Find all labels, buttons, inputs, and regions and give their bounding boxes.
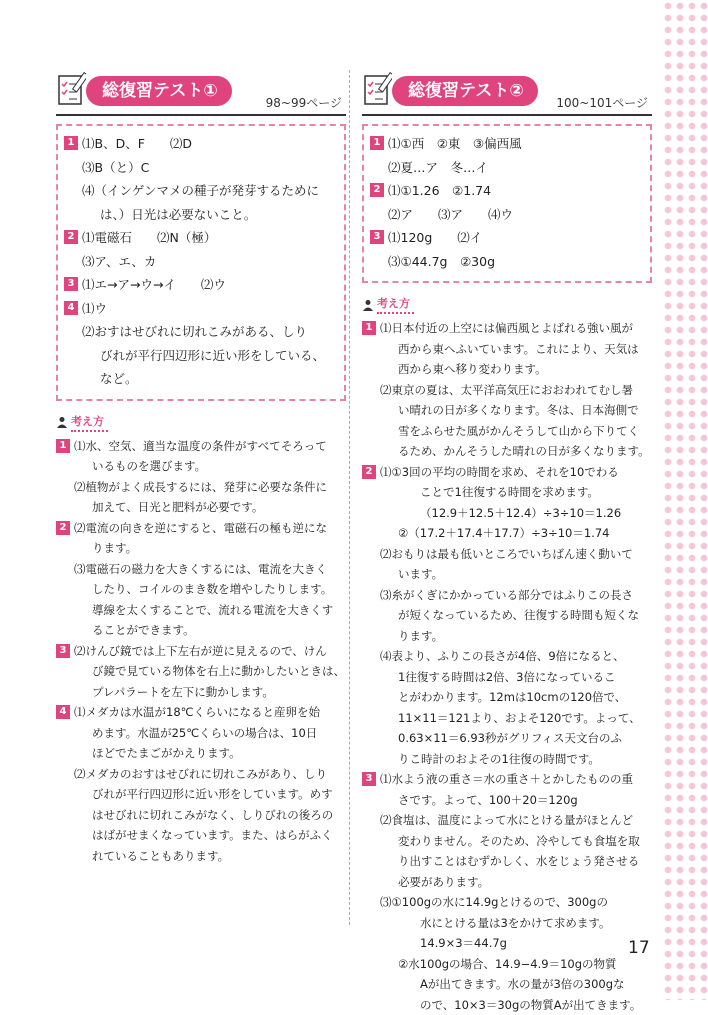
explanation-line: （12.9＋12.5＋12.4）÷3÷10＝1.26 bbox=[380, 503, 641, 524]
explanation-line: ります。 bbox=[380, 626, 641, 647]
explanation-line: ることができます。 bbox=[74, 620, 333, 641]
answer-line: ⑵ア ⑶ア ⑷ウ bbox=[388, 203, 513, 227]
checklist-pencil-icon bbox=[364, 72, 392, 106]
answer-item bbox=[370, 179, 642, 226]
explanation-line: プレパラートを左下に動かします。 bbox=[74, 682, 345, 703]
explanation-line: ⑷表より、ふりこの長さが4倍、9倍になると、 bbox=[380, 646, 641, 667]
explanation-line: ⑵電流の向きを逆にすると、電磁石の極も逆にな bbox=[74, 518, 333, 539]
question-number: 4 bbox=[64, 301, 78, 315]
explanation-line: ⑵メダカのおすはせびれに切れこみがあり、しり bbox=[74, 764, 333, 785]
explanation-line: 西から東へふいています。これにより、天気は bbox=[380, 339, 650, 360]
left-column bbox=[56, 70, 346, 866]
explanation-line: ⑵植物がよく成長するには、発芽に必要な条件に bbox=[74, 477, 327, 498]
explanation-item bbox=[56, 518, 346, 641]
explanations-right bbox=[362, 318, 652, 1015]
explanation-item bbox=[56, 641, 346, 703]
explanation-line: 必要があります。 bbox=[380, 872, 641, 893]
person-icon bbox=[362, 299, 374, 311]
page-number: 17 bbox=[628, 938, 650, 958]
explanation-line: はせびれに切れこみがなく、しりびれの後ろの bbox=[74, 805, 333, 826]
question-number: 4 bbox=[56, 705, 70, 719]
polka-dot-border bbox=[662, 0, 708, 1000]
question-number: 2 bbox=[56, 521, 70, 535]
explanation-line: ⑵食塩は、温度によって水にとける量がほとんど bbox=[380, 810, 641, 831]
answer-line: ⑴①1.26 ②1.74 bbox=[388, 179, 513, 203]
answer-line: ⑶①44.7g ②30g bbox=[388, 250, 495, 274]
section-title: 総復習テスト② bbox=[392, 76, 538, 106]
explanation-item bbox=[362, 462, 652, 770]
explanation-line: るため、かんそうした晴れの日が多くなります。 bbox=[380, 441, 650, 462]
explanation-line: ほどでたまごがかえります。 bbox=[74, 743, 333, 764]
checklist-pencil-icon bbox=[58, 72, 86, 106]
answer-item bbox=[64, 297, 336, 391]
answer-item bbox=[64, 132, 336, 226]
explanation-line: びれが平行四辺形に近い形をしています。めす bbox=[74, 784, 333, 805]
explanation-line: れていることもあります。 bbox=[74, 846, 333, 867]
question-number: 3 bbox=[362, 772, 376, 786]
explanation-line: ⑴メダカは水温が18℃くらいになると産卵を始 bbox=[74, 702, 333, 723]
explanation-line: 11×11＝121より、およそ120です。よって、 bbox=[380, 708, 641, 729]
explanation-line: いるものを選びます。 bbox=[74, 456, 327, 477]
question-number: 1 bbox=[362, 321, 376, 335]
kangaekata-heading bbox=[56, 413, 346, 432]
explanation-line: 変わりません。そのため、冷やしても食塩を取 bbox=[380, 831, 641, 852]
answer-line: びれが平行四辺形に近い形をしている、 bbox=[82, 344, 325, 368]
explanation-line: 導線を太くすることで、流れる電流を大きくす bbox=[74, 600, 333, 621]
explanation-line: とがわかります。12mは10cmの120倍で、 bbox=[380, 687, 641, 708]
answer-item bbox=[370, 226, 642, 273]
answer-line: ⑴①西 ②東 ③偏西風 bbox=[388, 132, 522, 156]
answer-line: は、）日光は必要ないこと。 bbox=[82, 203, 319, 227]
explanation-line: ります。 bbox=[74, 538, 333, 559]
section-header-right bbox=[362, 70, 652, 116]
answer-line: など。 bbox=[82, 367, 325, 391]
answer-line: ⑵夏…ア 冬…イ bbox=[388, 156, 522, 180]
explanation-line: 水にとける量は3をかけて求めます。 bbox=[380, 913, 641, 934]
explanation-line: ⑶電磁石の磁力を大きくするには、電流を大きく bbox=[74, 559, 333, 580]
person-icon bbox=[56, 416, 68, 428]
explanation-line: ⑵おもりは最も低いところでいちばん速く動いて bbox=[380, 544, 641, 565]
explanation-line: が短くなっているため、往復する時間も短くな bbox=[380, 605, 641, 626]
explanation-item bbox=[362, 769, 652, 1015]
question-number: 1 bbox=[56, 439, 70, 453]
answer-line: ⑴B、D、F ⑵D bbox=[82, 132, 319, 156]
explanation-line: ⑴水、空気、適当な温度の条件がすべてそろって bbox=[74, 436, 327, 457]
question-number: 1 bbox=[370, 136, 384, 150]
explanation-line: 1往復する時間は2倍、3倍になっているこ bbox=[380, 667, 641, 688]
explanation-line: さです。よって、100＋20＝120g bbox=[380, 790, 641, 811]
explanation-line: Aが出てきます。水の量が3倍の300gな bbox=[380, 974, 641, 995]
section-header-left bbox=[56, 70, 346, 116]
explanation-line: ②水100gの場合、14.9−4.9＝10gの物質 bbox=[380, 954, 641, 975]
explanation-line: ので、10×3＝30gの物質Aが出てきます。 bbox=[380, 995, 641, 1015]
kangaekata-heading bbox=[362, 295, 652, 314]
explanation-line: ⑵けんび鏡では上下左右が逆に見えるので、けん bbox=[74, 641, 345, 662]
question-number: 3 bbox=[370, 230, 384, 244]
answer-line: ⑴ウ bbox=[82, 297, 325, 321]
explanation-line: ことで1往復する時間を求めます。 bbox=[380, 482, 641, 503]
right-column bbox=[362, 70, 652, 1015]
page-range: 100~101ページ bbox=[556, 94, 648, 111]
question-number: 2 bbox=[64, 230, 78, 244]
column-divider bbox=[349, 70, 350, 925]
answer-line: ⑵おすはせびれに切れこみがある、しり bbox=[82, 320, 325, 344]
explanation-line: めます。水温が25℃くらいの場合は、10日 bbox=[74, 723, 333, 744]
kangaekata-label: 考え方 bbox=[377, 295, 414, 314]
answer-line: ⑶ア、エ、カ bbox=[82, 250, 216, 274]
section-title: 総復習テスト① bbox=[86, 76, 232, 106]
explanation-line: ②（17.2＋17.4＋17.7）÷3÷10＝1.74 bbox=[380, 523, 641, 544]
explanation-line: り出すことはむずかしく、水をじょう発させる bbox=[380, 851, 641, 872]
explanation-line: 西から東へ移り変わります。 bbox=[380, 359, 650, 380]
explanation-item bbox=[362, 318, 652, 462]
explanation-line: ⑵東京の夏は、太平洋高気圧におおわれてむし暑 bbox=[380, 380, 650, 401]
explanation-line: ⑴①3回の平均の時間を求め、それを10でわる bbox=[380, 462, 641, 483]
explanation-line: います。 bbox=[380, 564, 641, 585]
answer-line: ⑴エ→ア→ウ→イ ⑵ウ bbox=[82, 273, 226, 297]
question-number: 2 bbox=[362, 465, 376, 479]
answer-line: ⑴電磁石 ⑵N（極） bbox=[82, 226, 216, 250]
answer-item bbox=[64, 226, 336, 273]
explanation-item bbox=[56, 436, 346, 518]
explanations-left bbox=[56, 436, 346, 867]
explanation-line: ⑴水よう液の重さ＝水の重さ＋とかしたものの重 bbox=[380, 769, 641, 790]
explanation-line: ⑴日本付近の上空には偏西風とよばれる強い風が bbox=[380, 318, 650, 339]
page-range: 98~99ページ bbox=[266, 94, 342, 111]
explanation-line: 0.63×11＝6.93秒がグリフィス天文台のふ bbox=[380, 728, 641, 749]
explanation-line: ⑶①100gの水に14.9gとけるので、300gの bbox=[380, 892, 641, 913]
answer-line: ⑷（インゲンマメの種子が発芽するために bbox=[82, 179, 319, 203]
explanation-line: び鏡で見ている物体を右上に動かしたいときは、 bbox=[74, 661, 345, 682]
kangaekata-label: 考え方 bbox=[71, 413, 108, 432]
question-number: 2 bbox=[370, 183, 384, 197]
explanation-item bbox=[56, 702, 346, 866]
answer-box-left bbox=[56, 124, 346, 401]
explanation-line: したり、コイルのまき数を増やしたりします。 bbox=[74, 579, 333, 600]
question-number: 3 bbox=[56, 644, 70, 658]
explanation-line: はばがせまくなっています。また、はらがふく bbox=[74, 825, 333, 846]
answer-box-right bbox=[362, 124, 652, 283]
answer-item bbox=[370, 132, 642, 179]
question-number: 1 bbox=[64, 136, 78, 150]
explanation-line: い晴れの日が多くなります。冬は、日本海側で bbox=[380, 400, 650, 421]
explanation-line: 加えて、日光と肥料が必要です。 bbox=[74, 497, 327, 518]
question-number: 3 bbox=[64, 277, 78, 291]
answer-line: ⑶B（と）C bbox=[82, 156, 319, 180]
explanation-line: りこ時計のおよその1往復の時間です。 bbox=[380, 749, 641, 770]
answer-line: ⑴120g ⑵イ bbox=[388, 226, 495, 250]
explanation-line: 14.9×3＝44.7g bbox=[380, 933, 641, 954]
explanation-line: ⑶糸がくぎにかかっている部分ではふりこの長さ bbox=[380, 585, 641, 606]
answer-item bbox=[64, 273, 336, 297]
explanation-line: 雪をふらせた風がかんそうして山から下りてく bbox=[380, 421, 650, 442]
